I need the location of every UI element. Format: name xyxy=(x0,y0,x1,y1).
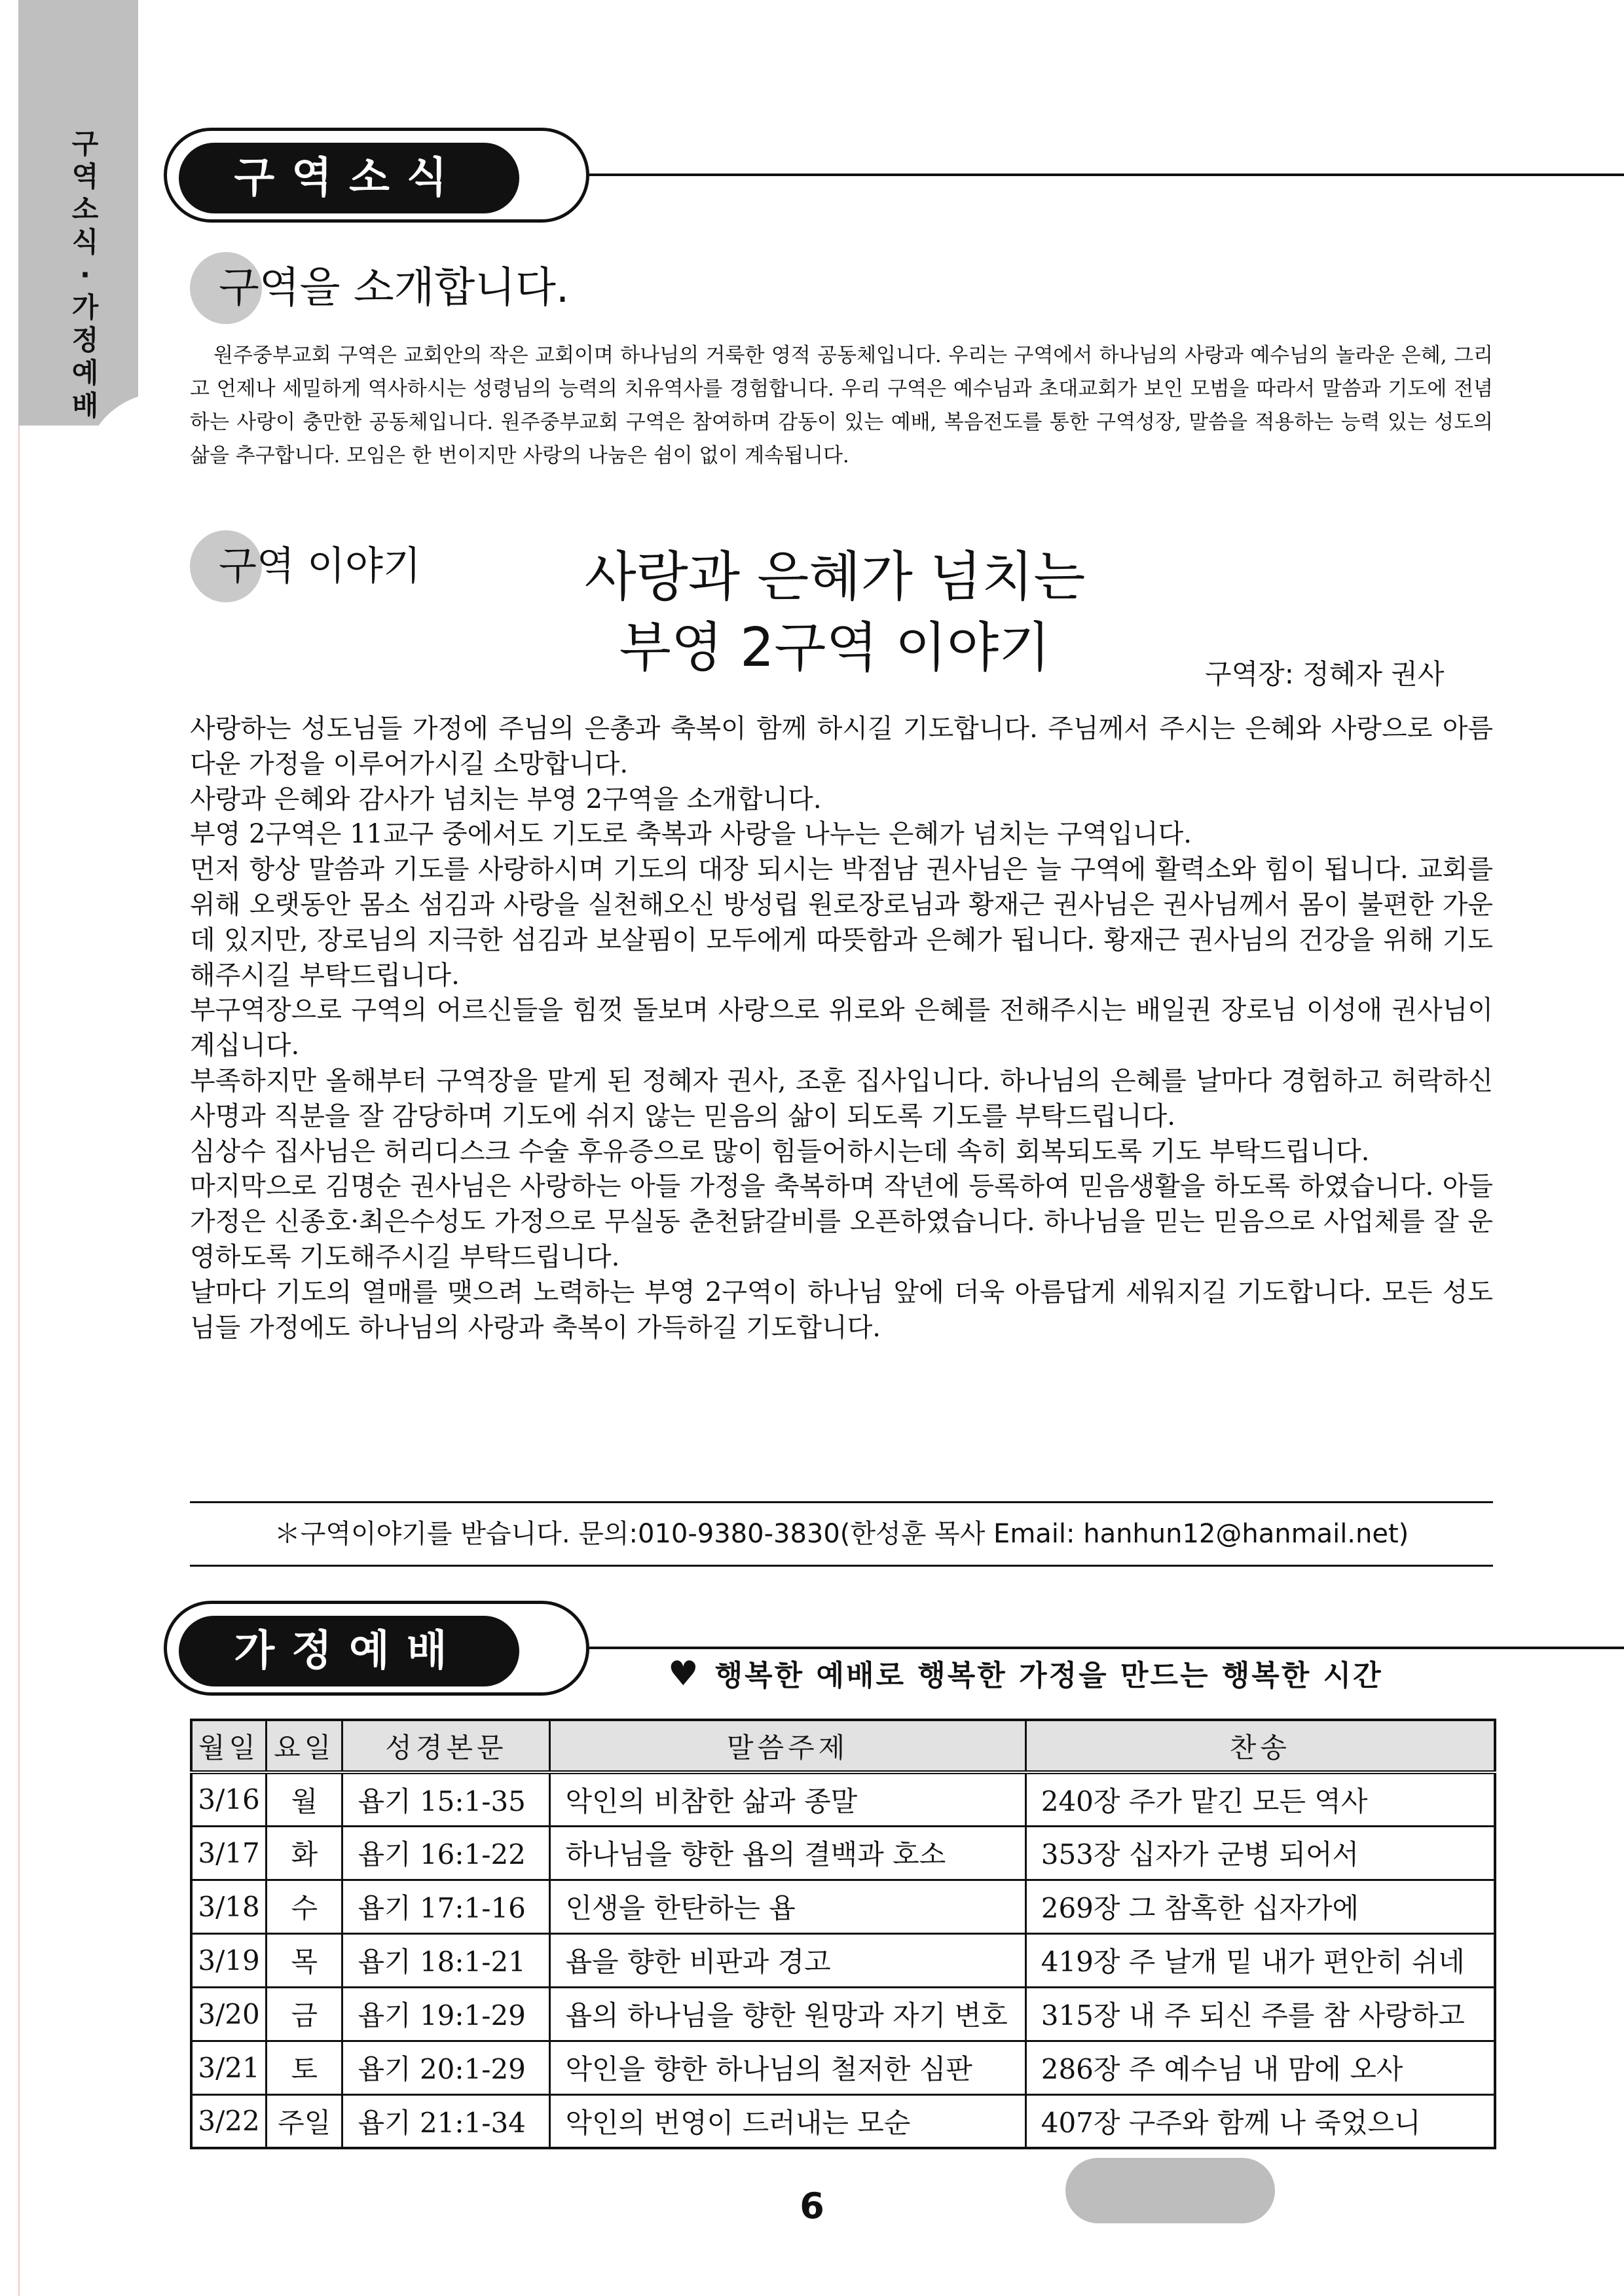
story-label-text: 구역 이야기 xyxy=(219,543,421,589)
cell-hymn: 419장 주 날개 밑 내가 편안히 쉬네 xyxy=(1025,1933,1495,1987)
cell-topic: 하나님을 향한 욥의 결백과 호소 xyxy=(550,1826,1025,1880)
cell-topic: 악인을 향한 하나님의 철저한 심판 xyxy=(550,2041,1025,2094)
cell-passage: 욥기 19:1-29 xyxy=(342,1987,550,2041)
story-paragraph: 심상수 집사님은 허리디스크 수술 후유증으로 많이 힘들어하시는데 속히 회복되도록 기도 부탁드립니다. xyxy=(190,1136,1370,1167)
section-header-rule xyxy=(589,1647,1624,1649)
cell-passage: 욥기 15:1-35 xyxy=(342,1772,550,1826)
story-paragraph: 날마다 기도의 열매를 맺으려 노력하는 부영 2구역이 하나님 앞에 더욱 아름답게 세워지길 기도합니다. 모든 성도님들 가정에도 하나님의 사랑과 축복이 가득하길 기도합니다. xyxy=(190,1277,1493,1343)
story-paragraph: 사랑하는 성도님들 가정에 주님의 은총과 축복이 함께 하시길 기도합니다. 주님께서 주시는 은혜와 사랑으로 아름다운 가정을 이루어가시길 소망합니다. xyxy=(190,714,1493,779)
cell-passage: 욥기 17:1-16 xyxy=(342,1880,550,1933)
table-row xyxy=(191,1987,1495,2041)
table-row xyxy=(191,1933,1495,1987)
section-header-title: 구역소식 xyxy=(179,143,519,213)
side-margin-rule xyxy=(18,426,20,2296)
section-header-rule xyxy=(589,173,1624,176)
story-paragraph: 부구역장으로 구역의 어르신들을 힘껏 돌보며 사랑으로 위로와 은혜를 전해주시는 배일권 장로님 이성애 권사님이 계십니다. xyxy=(190,995,1493,1061)
story-paragraph: 부영 2구역은 11교구 중에서도 기도로 축복과 사랑을 나누는 은혜가 넘치는 구역입니다. xyxy=(190,819,1192,850)
cell-date: 3/21 xyxy=(191,2041,267,2094)
cell-date: 3/18 xyxy=(191,1880,267,1933)
cell-day: 월 xyxy=(267,1772,342,1826)
story-paragraph: 사랑과 은혜와 감사가 넘치는 부영 2구역을 소개합니다. xyxy=(190,784,822,814)
contact-notice: ＊구역이야기를 받습니다. 문의:010-9380-3830(한성훈 목사 Email: hanhun12@hanmail.net) xyxy=(190,1501,1493,1567)
table-row xyxy=(191,2094,1495,2148)
cell-topic: 악인의 비참한 삶과 종말 xyxy=(550,1772,1025,1826)
worship-tagline xyxy=(668,1653,1480,1697)
table-row xyxy=(191,1826,1495,1880)
intro-title-text: 구역을 소개합니다. xyxy=(219,264,570,312)
story-paragraph: 부족하지만 올해부터 구역장을 맡게 된 정혜자 권사, 조훈 집사입니다. 하나님의 은혜를 날마다 경험하고 허락하신 사명과 직분을 잘 감당하며 기도에 쉬지 않는 믿음의 삶이 되도록 기도를 부탁드립니다. xyxy=(190,1065,1493,1131)
table-row xyxy=(191,2041,1495,2094)
footer-pill-decoration xyxy=(1065,2158,1275,2223)
cell-date: 3/20 xyxy=(191,1987,267,2041)
cell-hymn: 269장 그 참혹한 십자가에 xyxy=(1025,1880,1495,1933)
cell-passage: 욥기 20:1-29 xyxy=(342,2041,550,2094)
table-row xyxy=(191,1772,1495,1826)
worship-tagline-text: 행복한 예배로 행복한 가정을 만드는 행복한 시간 xyxy=(714,1659,1383,1692)
cell-date: 3/22 xyxy=(191,2094,267,2148)
side-section-label: 구 역 소 식 · 가 정 예 배 xyxy=(71,128,99,422)
cell-passage: 욥기 21:1-34 xyxy=(342,2094,550,2148)
cell-hymn: 315장 내 주 되신 주를 참 사랑하고 xyxy=(1025,1987,1495,2041)
cell-topic: 악인의 번영이 드러내는 모순 xyxy=(550,2094,1025,2148)
page-number: 6 xyxy=(800,2185,824,2227)
cell-topic: 욥을 향한 비판과 경고 xyxy=(550,1933,1025,1987)
cell-hymn: 286장 주 예수님 내 맘에 오사 xyxy=(1025,2041,1495,2094)
section-header-district-news xyxy=(164,128,1624,226)
column-header-topic: 말씀주제 xyxy=(550,1720,1025,1772)
cell-date: 3/19 xyxy=(191,1933,267,1987)
cell-passage: 욥기 18:1-21 xyxy=(342,1933,550,1987)
story-paragraph: 마지막으로 김명순 권사님은 사랑하는 아들 가정을 축복하며 작년에 등록하여 믿음생활을 하도록 하였습니다. 아들 가정은 신종호·최은수성도 가정으로 무실동 춘천닭갈비를 오픈하였습니다. 하나님을 믿는 믿음으로 사업체를 잘 운영하도록 기도해주시길 부탁드립니다. xyxy=(190,1171,1493,1272)
cell-hymn: 353장 십자가 군병 되어서 xyxy=(1025,1826,1495,1880)
cell-hymn: 240장 주가 맡긴 모든 역사 xyxy=(1025,1772,1495,1826)
heart-icon: ♥ xyxy=(668,1654,701,1694)
story-title: 사랑과 은혜가 넘치는 부영 2구역 이야기 xyxy=(584,546,1086,679)
cell-passage: 욥기 16:1-22 xyxy=(342,1826,550,1880)
worship-schedule-table xyxy=(190,1719,1496,2149)
cell-day: 목 xyxy=(267,1933,342,1987)
cell-day: 토 xyxy=(267,2041,342,2094)
cell-day: 화 xyxy=(267,1826,342,1880)
column-header-date: 월일 xyxy=(191,1720,267,1772)
story-author: 구역장: 정혜자 권사 xyxy=(1205,658,1445,690)
intro-paragraph: 원주중부교회 구역은 교회안의 작은 교회이며 하나님의 거룩한 영적 공동체입니다. 우리는 구역에서 하나님의 사랑과 예수님의 놀라운 은혜, 그리고 언제나 세밀하게 역사하시는 성령님의 능력의 치유역사를 경험합니다. 우리 구역은 예수님과 초대교회가 보인 모범을 따라서 말씀과 기도에 전념하는 사랑이 충만한 공동체입니다. 원주중부교회 구역은 참여하며 감동이 있는 예배, 복음전도를 통한 구역성장, 말씀을 적용하는 능력 있는 성도의 삶을 추구합니다. 모임은 한 번이지만 사랑의 나눔은 쉼이 없이 계속됩니다. xyxy=(190,344,1493,467)
cell-date: 3/17 xyxy=(191,1826,267,1880)
cell-topic: 욥의 하나님을 향한 원망과 자기 변호 xyxy=(550,1987,1025,2041)
table-row xyxy=(191,1880,1495,1933)
column-header-day: 요일 xyxy=(267,1720,342,1772)
section-header-pill xyxy=(164,128,589,223)
cell-day: 주일 xyxy=(267,2094,342,2148)
cell-topic: 인생을 한탄하는 욥 xyxy=(550,1880,1025,1933)
cell-date: 3/16 xyxy=(191,1772,267,1826)
story-body xyxy=(190,712,1493,1345)
section-header-pill xyxy=(164,1601,589,1696)
cell-hymn: 407장 구주와 함께 나 죽었으니 xyxy=(1025,2094,1495,2148)
cell-day: 수 xyxy=(267,1880,342,1933)
section-header-title: 가정예배 xyxy=(179,1616,519,1686)
cell-day: 금 xyxy=(267,1987,342,2041)
column-header-hymn: 찬송 xyxy=(1025,1720,1495,1772)
column-header-passage: 성경본문 xyxy=(342,1720,550,1772)
table-header-row xyxy=(191,1720,1495,1772)
story-paragraph: 먼저 항상 말씀과 기도를 사랑하시며 기도의 대장 되시는 박점남 권사님은 늘 구역에 활력소와 힘이 됩니다. 교회를 위해 오랫동안 몸소 섬김과 사랑을 실천해오신 방성립 원로장로님과 황재근 권사님은 권사님께서 몸이 불편한 가운데 있지만, 장로님의 지극한 섬김과 보살핌이 모두에게 따뜻함과 은혜가 됩니다. 황재근 권사님의 건강을 위해 기도해주시길 부탁드립니다. xyxy=(190,854,1493,991)
